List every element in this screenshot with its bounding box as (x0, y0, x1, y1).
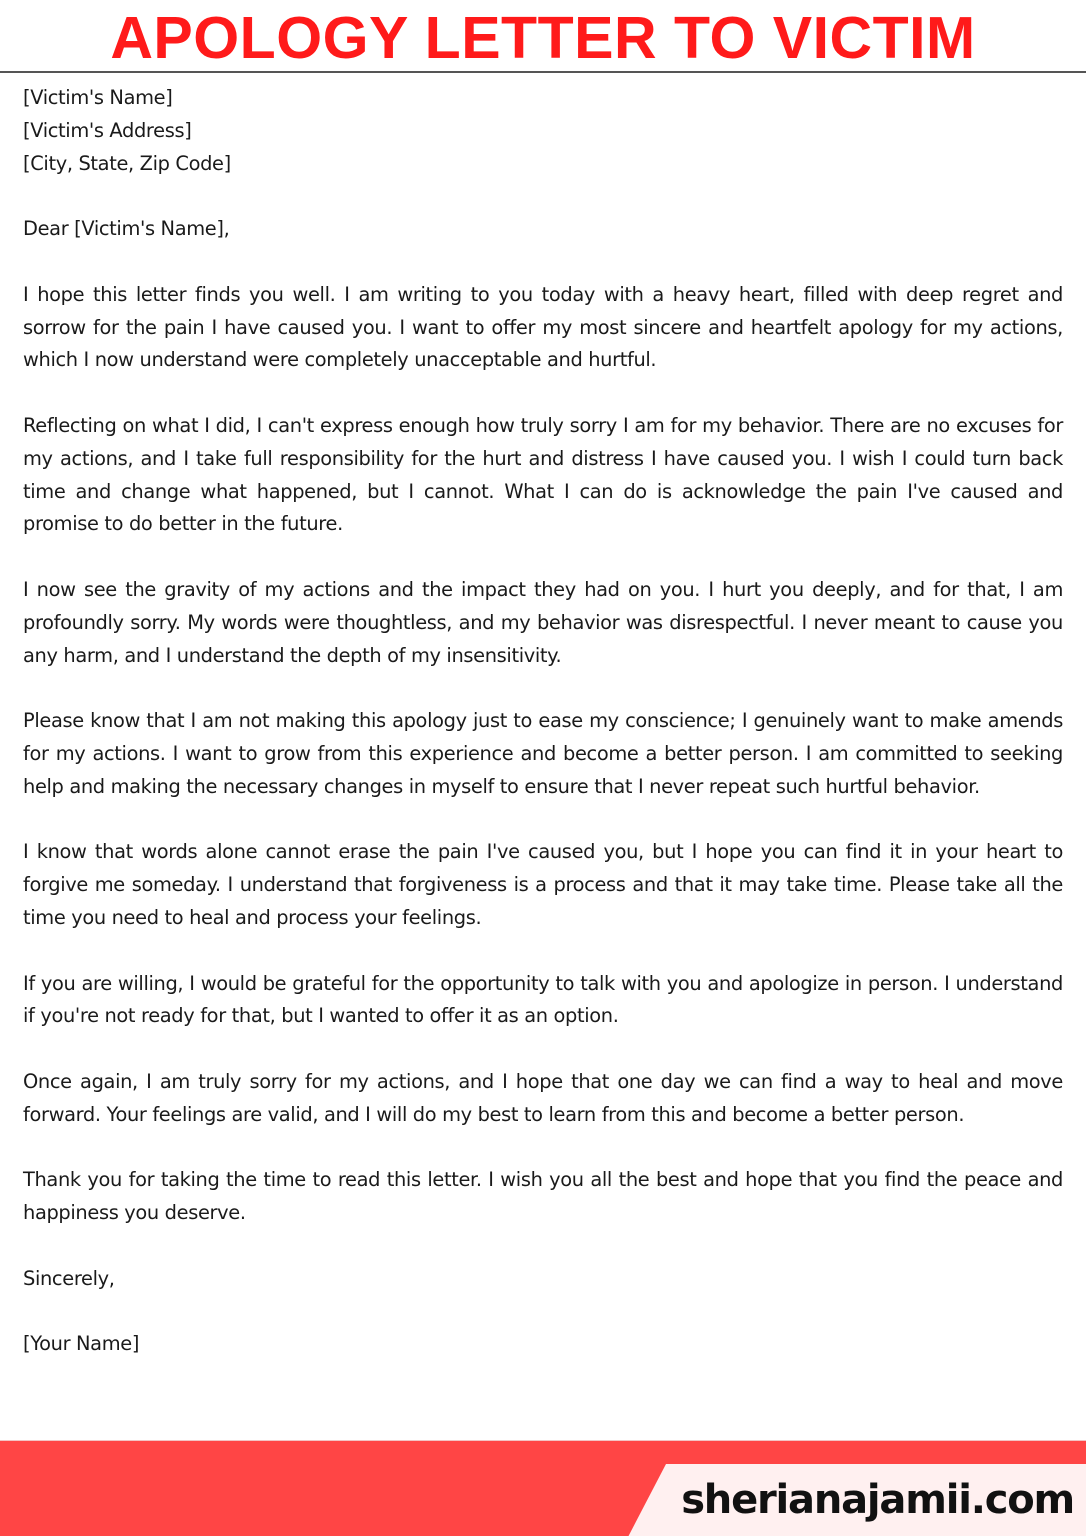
paragraph-forgiveness: I know that words alone cannot erase the pain I've caused you, but I hope you can find it in your heart to forgive me someday. I understand that forgiveness is a process and that it may take time. Please take all the time you need to heal and process your feelings. (23, 840, 1063, 929)
signature: [Your Name] (23, 1332, 140, 1356)
recipient-address (23, 82, 1063, 180)
recipient-street-address: [Victim's Address] (23, 118, 192, 142)
recipient-name: [Victim's Name] (23, 86, 173, 109)
paragraph-meeting-offer: If you are willing, I would be grateful for the opportunity to talk with you and apologize in person. I understand if you're not ready for that, but I wanted to offer it as an option. (23, 971, 1063, 1028)
salutation: Dear [Victim's Name], (23, 217, 230, 241)
paragraph-impact: I now see the gravity of my actions and the impact they had on you. I hurt you deeply, and for that, I am profoundly sorry. My words were thoughtless, and my behavior was disrespectful. I never meant to cause you any harm, and I understand the depth of my insensitivity. (23, 577, 1063, 667)
paragraph-amends: Please know that I am not making this apology just to ease my conscience; I genuinely want to make amends for my actions. I want to grow from this experience and become a better person. I am committed to seeking help and making the necessary changes in myself to ensure that I never repeat such hurtful behavior. (23, 709, 1063, 798)
letter-body (23, 82, 1063, 1361)
footer-banner (0, 1440, 1086, 1536)
recipient-city-state-zip: [City, State, Zip Code] (23, 151, 231, 175)
paragraph-reiteration: Once again, I am truly sorry for my actions, and I hope that one day we can find a way to heal and move forward. Your feelings are valid, and I will do my best to learn from this and become a better person. (23, 1069, 1063, 1126)
closing: Sincerely, (23, 1266, 115, 1290)
page-title: APOLOGY LETTER TO VICTIM (110, 5, 976, 71)
paragraph-opening: I hope this letter finds you well. I am writing to you today with a heavy heart, filled with deep regret and sorrow for the pain I have caused you. I want to offer my most sincere and heartfelt apology for my actions, which I now understand were completely unacceptable and hurtful. (23, 282, 1063, 372)
paragraph-thanks: Thank you for taking the time to read this letter. I wish you all the best and hope that you find the peace and happiness you deserve. (23, 1168, 1063, 1225)
paragraph-reflection: Reflecting on what I did, I can't express enough how truly sorry I am for my behavior. There are no excuses for my actions, and I take full responsibility for the hurt and distress I have caused you. I wish I could turn back time and change what happened, but I cannot. What I can do is acknowledge the pain I've caused and promise to do better in the future. (23, 413, 1063, 536)
title-divider (0, 71, 1086, 73)
footer-site-link[interactable]: sherianajamii.com (681, 1477, 1074, 1523)
